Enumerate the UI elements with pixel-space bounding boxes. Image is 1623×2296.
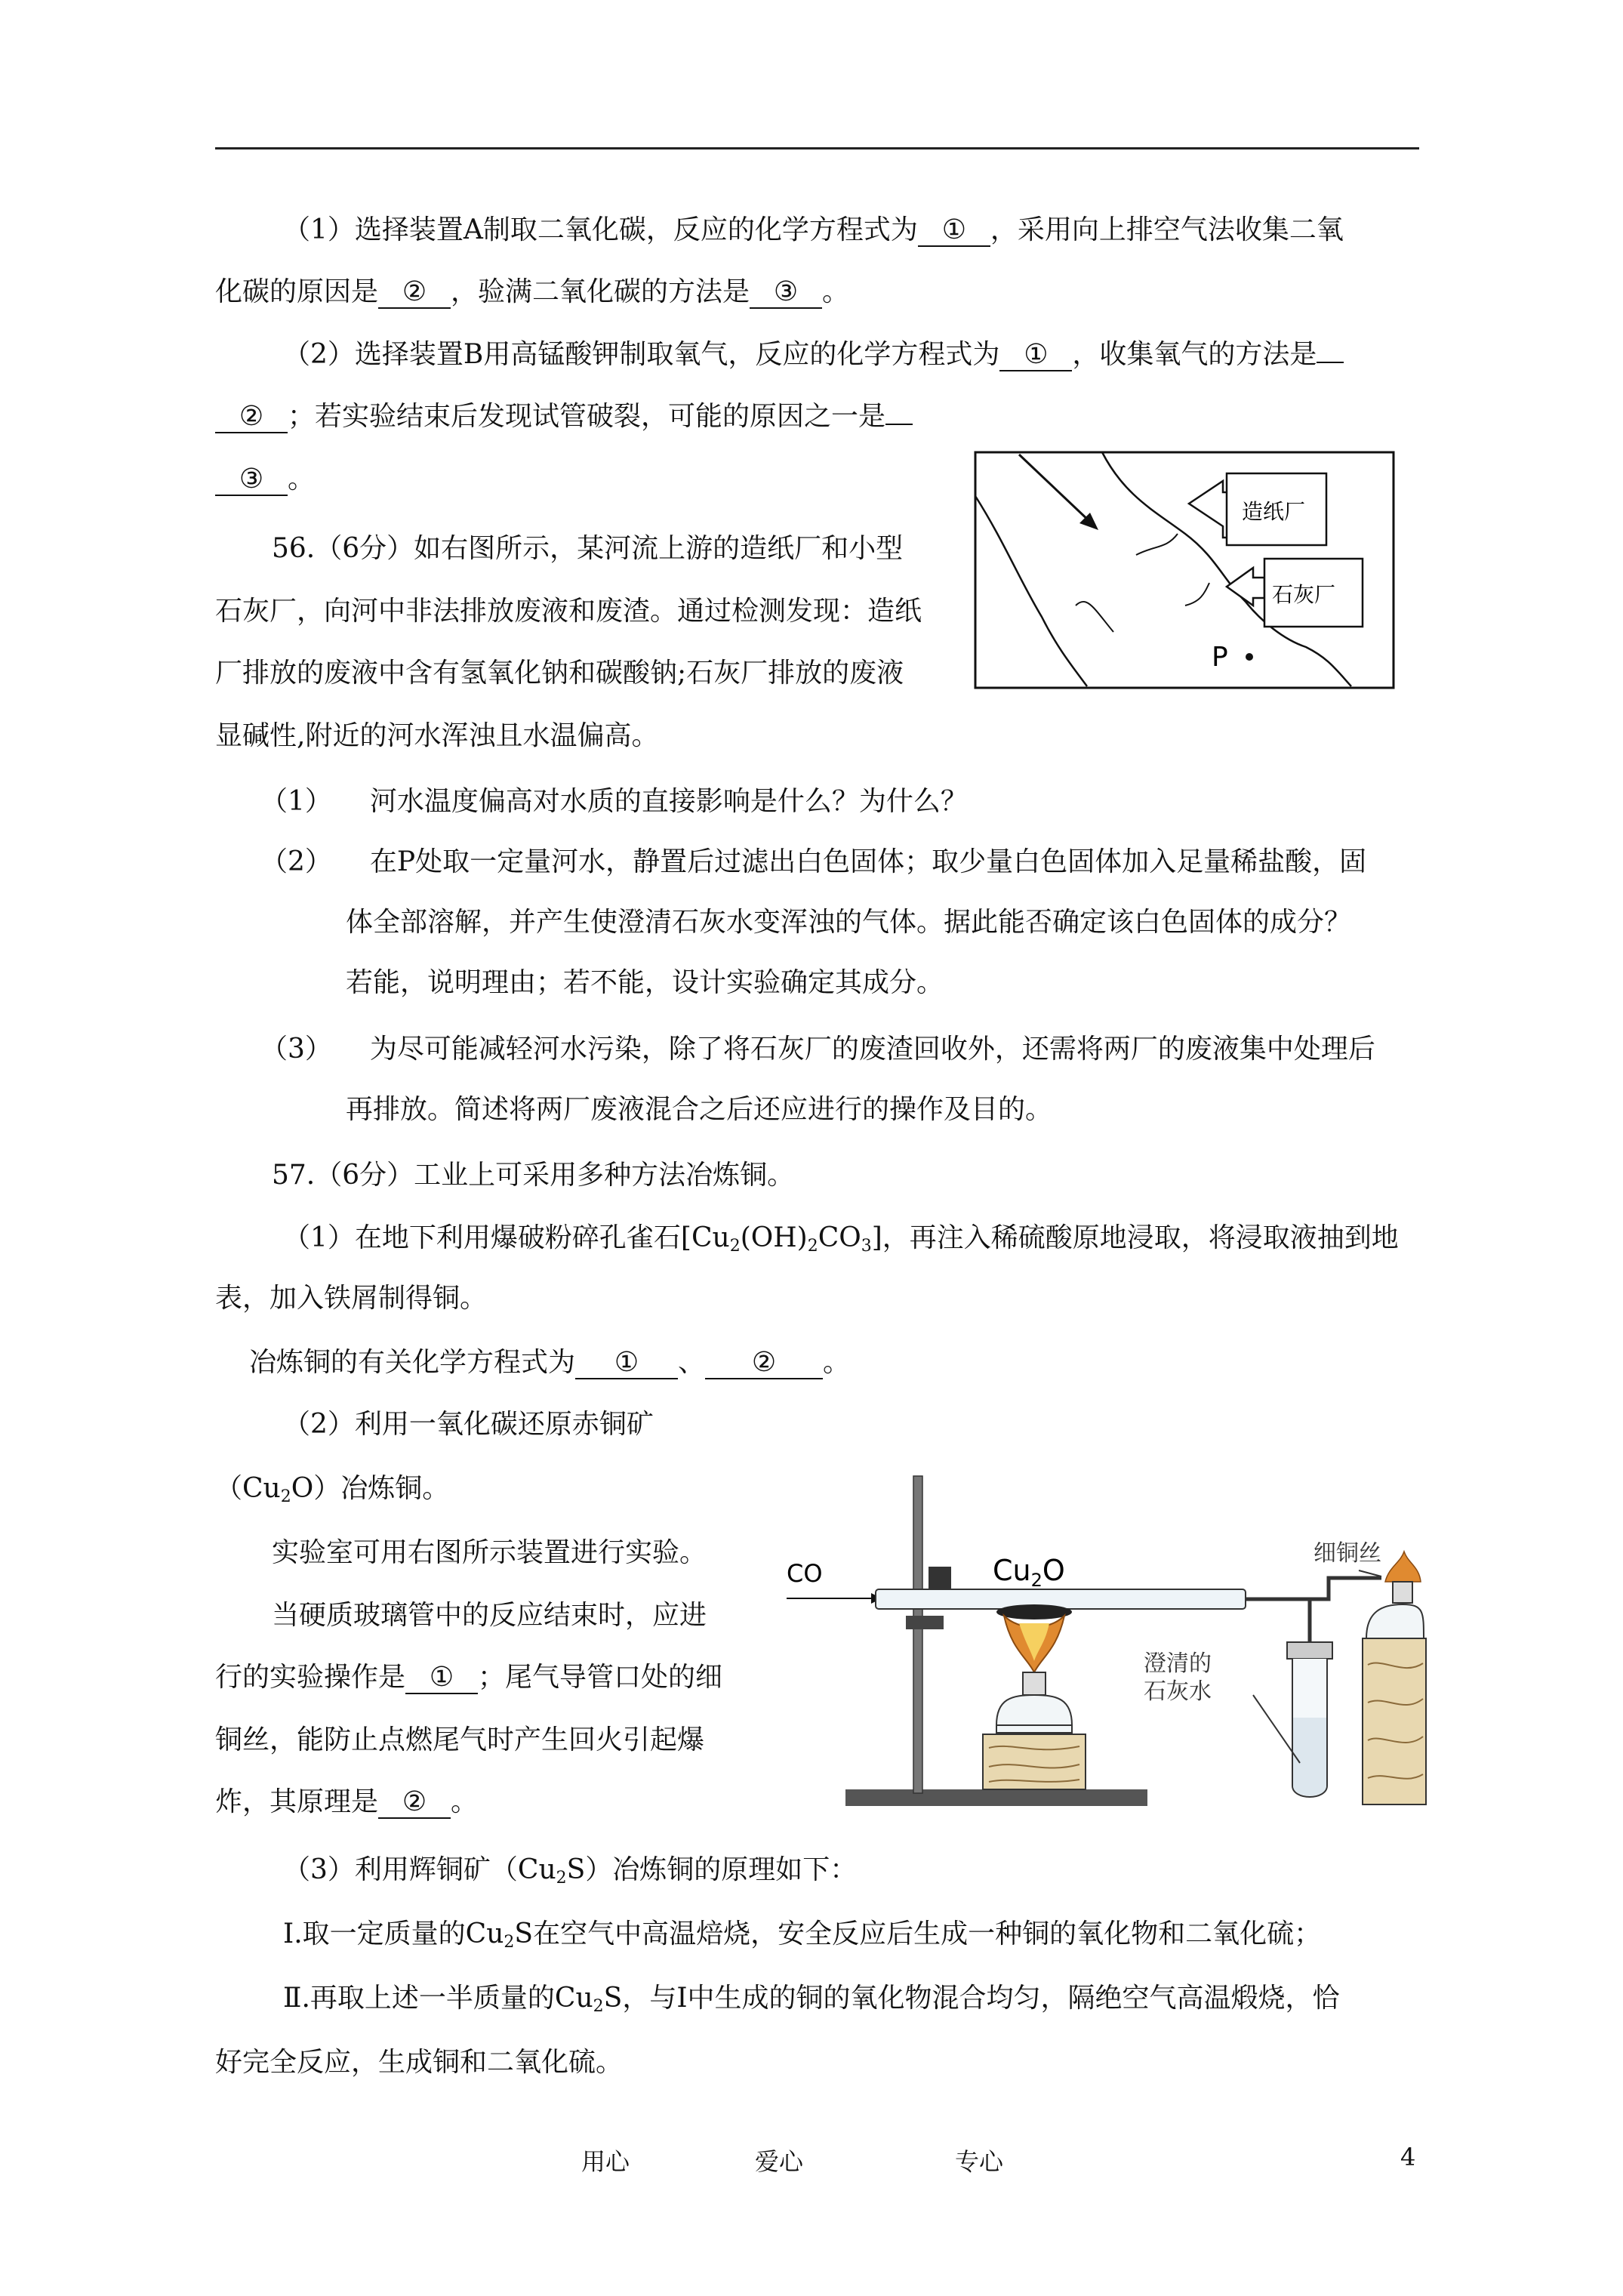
text: S）冶炼铜的原理如下：	[566, 1854, 858, 1885]
q57-title: 57.（6分）工业上可采用多种方法冶炼铜。	[272, 1160, 795, 1191]
text: 在P处取一定量河水，静置后过滤出白色固体；取少量白色固体加入足量稀盐酸，固	[369, 846, 1367, 877]
footer-word-1: 用心	[581, 2147, 630, 2176]
cu2o-label: $Cu_2O$	[993, 1554, 1065, 1591]
sub-number: （3）	[260, 1034, 332, 1065]
q56-sub2-line3: 若能，说明理由；若不能，设计实验确定其成分。	[346, 967, 944, 998]
subscript: 2	[593, 1997, 604, 2016]
q57-part3-intro	[283, 1854, 857, 1895]
answer-blank: ②	[378, 1787, 451, 1819]
q57-part2-line2	[215, 1472, 449, 1514]
burner-neck	[1023, 1672, 1046, 1695]
answer-blank: ①	[575, 1348, 678, 1379]
text: Ⅰ.取一定质量的Cu	[283, 1918, 504, 1949]
answer-blank: ①	[918, 215, 990, 247]
text: （Cu	[215, 1473, 281, 1504]
q57-part2-line6: 铜丝，能防止点燃尾气时产生回火引起爆	[215, 1724, 705, 1755]
subscript: 2	[556, 1869, 567, 1888]
text: S，与Ⅰ中生成的铜的氧化物混合均匀，隔绝空气高温煅烧，恰	[603, 1983, 1340, 2014]
stand-base	[845, 1789, 1147, 1806]
text: ，验满二氧化碳的方法是	[451, 276, 750, 307]
text: （2）选择装置B用高锰酸钾制取氧气，反应的化学方程式为	[283, 339, 1000, 370]
answer-blank: ②	[215, 402, 288, 433]
subscript: 2	[504, 1933, 515, 1952]
text: ；若实验结束后发现试管破裂，可能的原因之一是	[288, 401, 886, 432]
copper-wire-pointer	[1359, 1570, 1381, 1576]
subscript: 3	[861, 1237, 872, 1256]
text: （3）利用辉铜矿（Cu	[283, 1854, 556, 1885]
stand-rod	[913, 1476, 922, 1793]
q56-sub3-line2: 再排放。简述将两厂废液混合之后还应进行的操作及目的。	[346, 1094, 1053, 1125]
text: ；尾气导管口处的细	[478, 1662, 723, 1693]
paper-mill-label: 造纸厂	[1242, 499, 1306, 524]
tube-clamp	[929, 1567, 951, 1589]
q57-part3-step2	[283, 1982, 1340, 2023]
q57-part3-step2-cont: 好完全反应，生成铜和二氧化硫。	[215, 2047, 624, 2078]
text: （1）选择装置A制取二氧化碳，反应的化学方程式为	[283, 214, 918, 245]
co-label: CO	[787, 1559, 823, 1588]
burner-bottom	[996, 1725, 1072, 1733]
q57-part2-line7	[215, 1786, 478, 1819]
stand-clamp	[906, 1616, 944, 1629]
sub-number: （2）	[260, 846, 332, 877]
text: O）冶炼铜。	[291, 1473, 450, 1504]
river-figure	[974, 451, 1397, 691]
copper-wire-label: 细铜丝	[1313, 1540, 1381, 1567]
subscript: 2	[280, 1487, 291, 1506]
q56-intro-line3: 厂排放的废液中含有氢氧化钠和碳酸钠;石灰厂排放的废液	[215, 658, 904, 689]
q57-part2-line5	[215, 1661, 722, 1694]
text: 冶炼铜的有关化学方程式为	[249, 1347, 576, 1378]
sub-number: （1）	[260, 786, 332, 817]
text: ，采用向上排空气法收集二氧	[990, 214, 1344, 245]
co-reduction-apparatus	[785, 1469, 1427, 1823]
answer-blank: ②	[705, 1348, 823, 1379]
alcohol-burner	[996, 1695, 1072, 1725]
alcohol-burner-2	[1366, 1604, 1424, 1638]
q56-sub3-line1	[260, 1033, 1375, 1066]
q57-part1-line2: 表，加入铁屑制得铜。	[215, 1283, 488, 1314]
q56-sub1	[260, 785, 968, 818]
limewater	[1293, 1718, 1326, 1796]
text: 行的实验操作是	[215, 1662, 406, 1693]
q56-intro-line4: 显碱性,附近的河水浑浊且水温偏高。	[215, 720, 659, 751]
q57-part1-line1	[283, 1222, 1399, 1263]
text: Ⅱ.再取上述一半质量的Cu	[283, 1983, 593, 2014]
point-p-dot	[1246, 653, 1253, 661]
text: 炸，其原理是	[215, 1786, 379, 1817]
q56-sub2-line1	[260, 846, 1366, 879]
q55-part1-line1	[283, 214, 1344, 247]
answer-blank: ③	[750, 277, 822, 309]
answer-blank: ②	[378, 277, 451, 309]
limewater-label-1: 澄清的	[1144, 1650, 1212, 1677]
answer-blank: ③	[215, 464, 288, 496]
q56-intro-line1: 56.（6分）如右图所示，某河流上游的造纸厂和小型	[272, 533, 904, 564]
q56-sub2-line2: 体全部溶解，并产生使澄清石灰水变浑浊的气体。据此能否确定该白色固体的成分？	[346, 907, 1352, 938]
q57-part1-line3	[249, 1346, 850, 1379]
text: （1）在地下利用爆破粉碎孔雀石[Cu	[283, 1222, 730, 1253]
footer-word-2: 爱心	[755, 2147, 804, 2176]
subscript: 2	[729, 1237, 741, 1256]
limewater-label-2: 石灰水	[1144, 1678, 1212, 1705]
text: ]，再注入稀硫酸原地浸取，将浸取液抽到地	[871, 1222, 1399, 1253]
point-p-label: P	[1212, 642, 1228, 673]
text: 。	[451, 1786, 479, 1817]
text: (OH)	[740, 1222, 808, 1253]
text: 。	[822, 276, 850, 307]
footer-word-3: 专心	[955, 2147, 1004, 2176]
exhaust-flame	[1385, 1552, 1421, 1582]
text: 为尽可能减轻河水污染，除了将石灰厂的废渣回收外，还需将两厂的废液集中处理后	[369, 1034, 1375, 1065]
answer-blank: ①	[999, 340, 1072, 371]
cu2o-powder	[996, 1604, 1072, 1620]
text: S在空气中高温焙烧，安全反应后生成一种铜的氧化物和二氧化硫；	[514, 1918, 1322, 1949]
text: 化碳的原因是	[215, 276, 379, 307]
lime-plant-label: 石灰厂	[1272, 582, 1336, 607]
answer-blank: ①	[405, 1663, 478, 1694]
text: 河水温度偏高对水质的直接影响是什么？为什么？	[369, 786, 968, 817]
q56-intro-line2: 石灰厂，向河中非法排放废液和废渣。通过检测发现：造纸	[215, 596, 922, 627]
glass-tube	[876, 1589, 1246, 1609]
exhaust-tube	[1310, 1578, 1381, 1599]
q55-part2-line2	[215, 400, 913, 433]
test-tube-stopper	[1287, 1642, 1332, 1659]
apparatus-figure	[785, 1469, 1427, 1823]
q57-part2-line3: 实验室可用右图所示装置进行实验。	[272, 1537, 707, 1568]
page-number: 4	[1400, 2143, 1416, 2171]
answer-blank-continued	[885, 424, 913, 425]
header-rule	[215, 147, 1419, 149]
text: 。	[288, 464, 316, 495]
text: 、	[678, 1347, 706, 1378]
text: CO	[818, 1222, 861, 1253]
river-diagram	[974, 451, 1397, 691]
q57-part2-line4: 当硬质玻璃管中的反应结束时，应进	[272, 1600, 707, 1631]
q55-part2-line1	[283, 338, 1344, 371]
text: ，收集氧气的方法是	[1072, 339, 1317, 370]
answer-blank-continued	[1317, 362, 1344, 363]
subscript: 2	[807, 1237, 818, 1256]
text: 。	[823, 1347, 851, 1378]
burner2-neck	[1393, 1582, 1412, 1603]
q55-part1-line2	[215, 276, 849, 309]
q57-part3-step1	[283, 1918, 1321, 1959]
q55-part2-line3	[215, 463, 315, 496]
q57-part2-line1: （2）利用一氧化碳还原赤铜矿	[283, 1409, 654, 1440]
